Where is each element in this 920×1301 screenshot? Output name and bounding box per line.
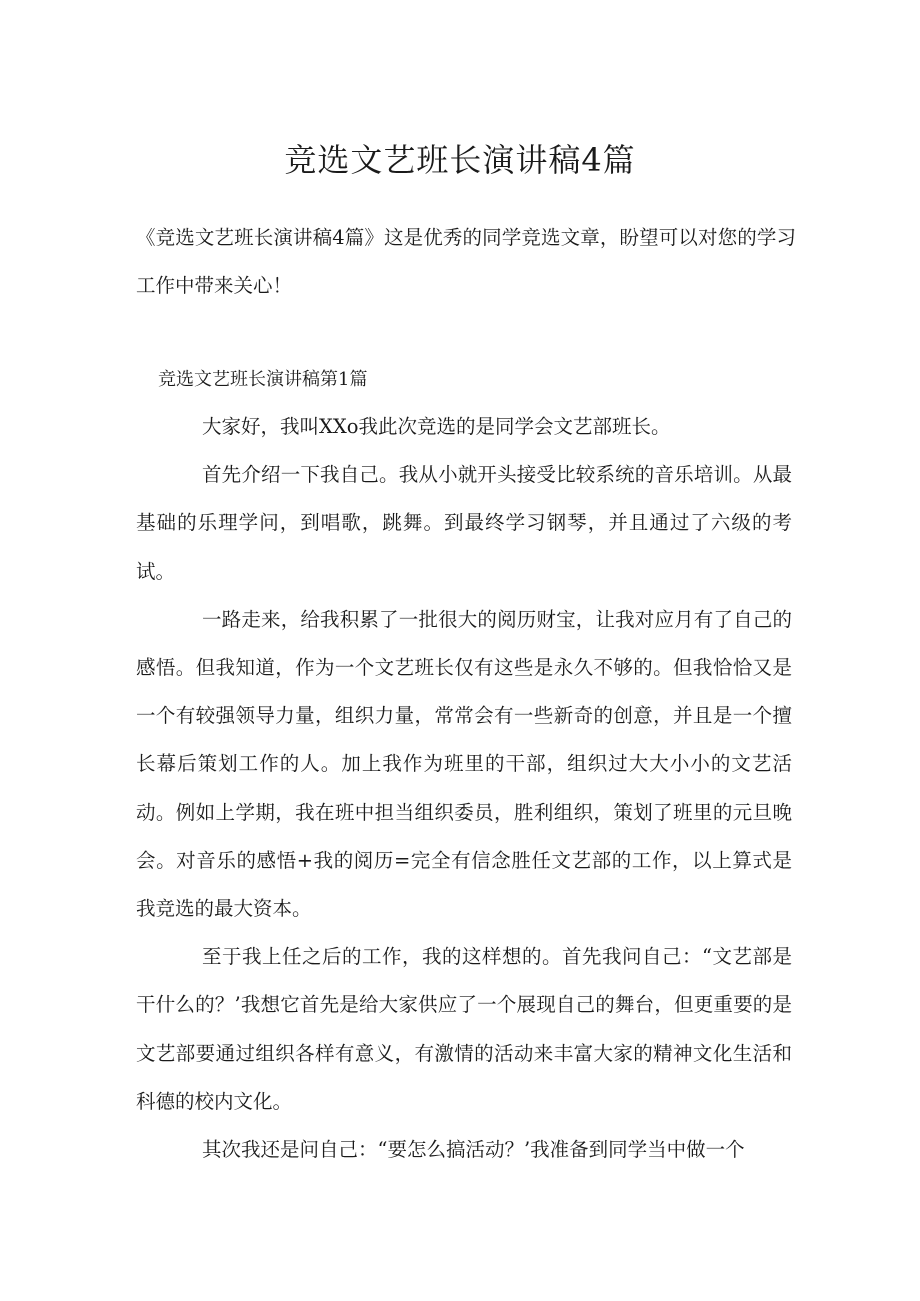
paragraph: 其次我还是问自己：“要怎么搞活动？’我准备到同学当中做一个 (202, 1138, 745, 1162)
paragraph: 首先介绍一下我自己。我从小就开头接受比较系统的音乐培训。从最基础的乐理学问，到唱歌，跳舞。到最终学习钢琴，并且通过了六级的考试。 (136, 463, 792, 583)
body-text (136, 403, 792, 1174)
paragraph: 大家好，我叫XXo我此次竞选的是同学会文艺部班长。 (202, 415, 671, 438)
intro-paragraph: 《竞选文艺班长演讲稿4篇》这是优秀的同学竞选文章，盼望可以对您的学习工作中带来关心！ (136, 226, 796, 297)
paragraph: 至于我上任之后的工作，我的这样想的。首先我问自己：“文艺部是干什么的？’我想它首先是给大家供应了一个展现自己的舞台，但更重要的是文艺部要通过组织各样有意义，有激情的活动来丰富大家的精神文化生活和科德的校内文化。 (136, 945, 792, 1113)
document-title: 竞选文艺班长演讲稿4篇 (284, 141, 636, 179)
paragraph: 一路走来，给我积累了一批很大的阅历财宝，让我对应月有了自己的感悟。但我知道，作为一个文艺班长仅有这些是永久不够的。但我恰恰又是一个有较强领导力量，组织力量，常常会有一些新奇的创意，并且是一个擅长幕后策划工作的人。加上我作为班里的干部，组织过大大小小的文艺活动。例如上学期，我在班中担当组织委员，胜利组织，策划了班里的元旦晚会。对音乐的感悟+我的阅历=完全有信念胜任文艺部的工作，以上算式是我竞选的最大资本。 (136, 607, 792, 921)
section-heading: 竞选文艺班长演讲稿第1篇 (158, 369, 368, 390)
